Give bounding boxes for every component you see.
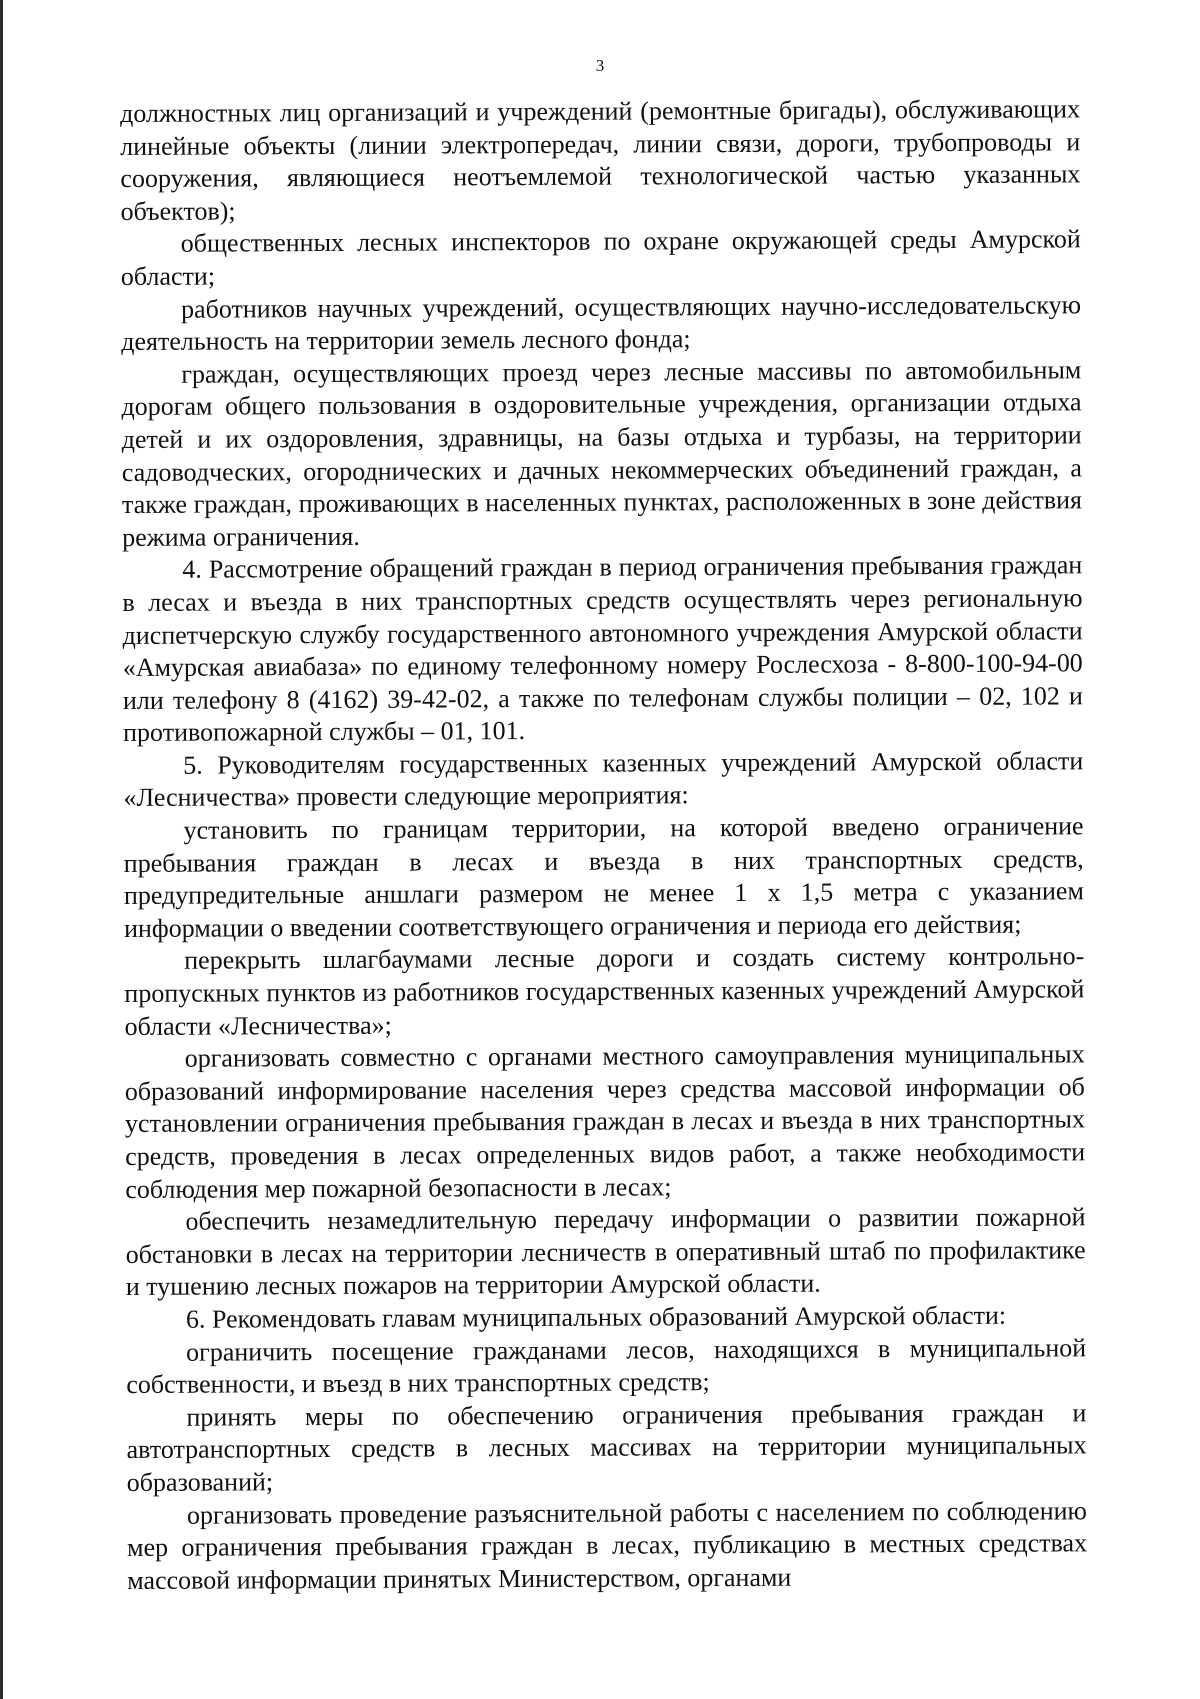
paragraph-barriers: перекрыть шлагбаумами лесные дороги и создать систему контрольно-пропускных пунктов из работников государственных казенных учреждений Амурской области «Лесничества»; bbox=[124, 941, 1085, 1041]
paragraph-restrict-visits: ограничить посещение гражданами лесов, находящихся в муниципальной собственности, и въезд в них транспортных средств; bbox=[126, 1332, 1087, 1400]
page-number: 3 bbox=[595, 56, 605, 75]
paragraph-explanatory-work: организовать проведение разъяснительной работы с населением по соблюдению мер ограничения пребывания граждан в лесах, публикацию в местных средствах массовой информации принятых Министерством, органами bbox=[127, 1495, 1088, 1595]
paragraph-install-signs: установить по границам территории, на которой введено ограничение пребывания граждан в лесах и въезда в них транспортных средств, предупредительные аншлаги размером не менее 1 х 1,5 метра с указанием информации о введении соответствующего ограничения и периода его действия; bbox=[123, 811, 1084, 943]
paragraph-item-6: 6. Рекомендовать главам муниципальных образований Амурской области: bbox=[185, 1300, 1007, 1334]
paragraph-officials-continuation: должностных лиц организаций и учреждений (ремонтные бригады), обслуживающих линейные объекты (линии электропередач, линии связи, дороги, трубопроводы и сооружения, являющиеся неотъемлемой технологической частью указанных объектов); bbox=[120, 94, 1081, 226]
paragraph-item-4: 4. Рассмотрение обращений граждан в период ограничения пребывания граждан в лесах и въезда в них транспортных средств осуществлять через региональную диспетчерскую службу государственного автономного учреждения Амурской области «Амурская авиабаза» по единому телефонному номеру Рослесхоза - 8-800-100-94-00 или телефону 8 (4162) 39-42-02, а также по телефонам службы полиции – 02, 102 и противопожарной службы – 01, 101. bbox=[122, 550, 1084, 748]
paragraph-take-measures: принять меры по обеспечению ограничения пребывания граждан и автотранспортных средств в лесных массивах на территории муниципальных образований; bbox=[126, 1398, 1087, 1497]
paragraph-citizens-transit: граждан, осуществляющих проезд через лесные массивы по автомобильным дорогам общего пользования в оздоровительные учреждения, организации отдыха детей и их оздоровления, здравницы, на базы отдыха и турбазы, на территории садоводческих, огороднических и дачных некоммерческих объединений граждан, а также граждан, проживающих в населенных пунктах, расположенных в зоне действия режима ограничения. bbox=[121, 355, 1083, 552]
scan-edge-shadow bbox=[0, 0, 3, 1699]
paragraph-fire-reporting: обеспечить незамедлительную передачу информации о развитии пожарной обстановки в лесах на территории лесничеств в оперативный штаб по профилактике и тушению лесных пожаров на территории Амурской области. bbox=[125, 1202, 1086, 1302]
paragraph-forest-inspectors: общественных лесных инспекторов по охране окружающей среды Амурской области; bbox=[120, 224, 1081, 291]
paragraph-inform-population: организовать совместно с органами местного самоуправления муниципальных образований информирование населения через средства массовой информации об установлении ограничения пребывания граждан в лесах и въезда в них транспортных средств, проведения в лесах определенных видов работ, а также необходимости соблюдения мер пожарной безопасности в лесах; bbox=[124, 1039, 1086, 1204]
paragraph-research-workers: работников научных учреждений, осуществляющих научно-исследовательскую деятельность на территории земель лесного фонда; bbox=[121, 289, 1082, 357]
paragraph-item-5: 5. Руководителям государственных казенных учреждений Амурской области «Лесничества» провести следующие мероприятия: bbox=[123, 746, 1084, 813]
document-body bbox=[120, 93, 1087, 1597]
